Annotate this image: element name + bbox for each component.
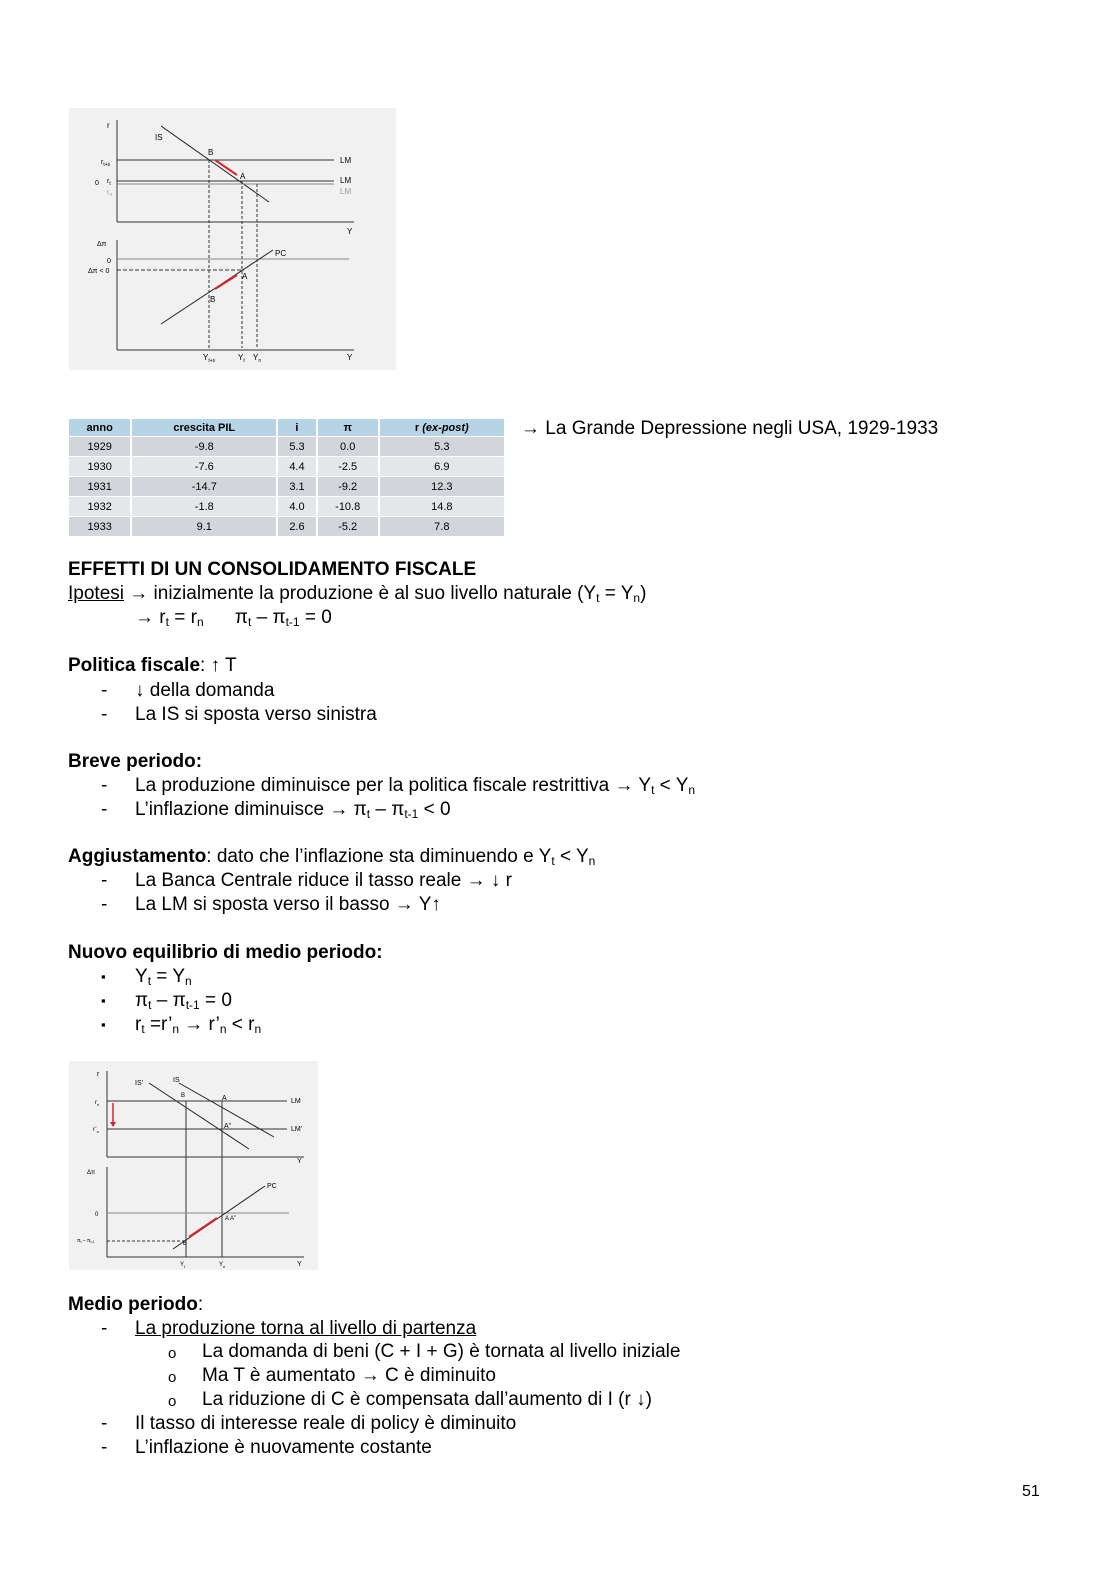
list-item: Il tasso di interesse reale di policy è diminuito	[135, 1413, 517, 1434]
subscript: t-1	[285, 615, 300, 629]
circle-bullet: o	[168, 1345, 177, 1362]
sub-list-item: La riduzione di C è compensata dall’aumento di I (r ↓)	[202, 1389, 652, 1410]
table-row	[69, 477, 504, 497]
figure-is-lm-pc-2	[69, 1061, 318, 1270]
square-bullet: ▪	[101, 1017, 106, 1032]
list-item: La LM si sposta verso il basso → Y↑	[135, 894, 441, 915]
ipotesi-close: )	[640, 583, 647, 604]
pc-label: PC	[267, 1183, 277, 1190]
list-item-text: < 0	[418, 799, 451, 820]
red-arrow-lower	[189, 1218, 217, 1237]
table-header-row	[69, 419, 504, 437]
formula-text: – π	[151, 990, 186, 1011]
label-y-n: $Y_n$	[219, 1262, 226, 1269]
label-dpi: Δπ	[87, 1170, 96, 1176]
formula-text: → r’	[179, 1014, 220, 1035]
point-b-lower: B	[183, 1241, 188, 1247]
formula-text: Y	[135, 966, 148, 987]
table-cell: 5.3	[277, 437, 317, 457]
subscript: n	[633, 591, 641, 605]
section-title: EFFETTI DI UN CONSOLIDAMENTO FISCALE	[68, 559, 477, 580]
lm-label-1: LM	[340, 156, 352, 165]
list-item	[135, 1013, 261, 1037]
page-number: 51	[1022, 1483, 1040, 1500]
label-r: r	[97, 1071, 100, 1078]
table-cell: -14.7	[131, 477, 277, 497]
arrow-icon: →	[135, 607, 154, 628]
dash-bullet: -	[101, 799, 108, 820]
subscript: t-1	[185, 998, 200, 1012]
table-cell: 1930	[69, 457, 131, 477]
is-label: IS	[155, 133, 163, 142]
table-header: crescita PIL	[131, 419, 277, 437]
red-arrow-lower	[215, 275, 237, 289]
label-y-n: $Y_n$	[253, 353, 262, 364]
formula-text: r	[135, 1014, 142, 1035]
is-prime-curve	[149, 1083, 249, 1149]
subscript: t	[165, 615, 169, 629]
table-caption	[521, 417, 938, 441]
table-cell: -5.2	[317, 517, 379, 537]
lm-label-3: LM	[340, 187, 352, 196]
table-cell: -2.5	[317, 457, 379, 477]
arrow-icon: →	[521, 418, 540, 439]
label-r-n: $r_n$	[95, 1100, 100, 1107]
subscript: t	[651, 783, 655, 797]
breve-heading: Breve periodo:	[68, 751, 203, 772]
table-cell: -9.2	[317, 477, 379, 497]
red-arrow-head	[110, 1122, 116, 1127]
table-cell: 2.6	[277, 517, 317, 537]
dash-bullet: -	[101, 704, 108, 725]
lm-label-2: LM	[340, 176, 352, 185]
politica-heading	[68, 654, 237, 678]
label-y-ts: $Y_{t+s}$	[203, 353, 216, 364]
aggiustamento-text: < Y	[554, 846, 589, 867]
label-r-t: $r_t$	[107, 178, 111, 187]
ipotesi-line	[68, 582, 646, 606]
formula-text: =r’	[144, 1014, 173, 1035]
subscript: n	[219, 1022, 227, 1036]
list-item	[135, 989, 232, 1013]
formula-text: = 0	[199, 990, 232, 1011]
table-cell: 1929	[69, 437, 131, 457]
list-item	[135, 774, 695, 798]
formula-text: = Y	[151, 966, 186, 987]
table-header: i	[277, 419, 317, 437]
point-a-lower: A	[242, 272, 248, 281]
point-a-upper: A	[240, 172, 246, 181]
table-cell: 4.4	[277, 457, 317, 477]
point-b: B	[181, 1093, 186, 1099]
label-zero: 0	[95, 1212, 99, 1218]
list-item-text: < Y	[654, 775, 689, 796]
pc-label: PC	[275, 249, 287, 258]
aggiustamento-label: Aggiustamento	[68, 846, 207, 867]
label-pi-diff: $\pi_t - \pi_{t-1}$	[77, 1238, 95, 1244]
ipotesi-eq: = Y	[599, 583, 634, 604]
table-cell: -7.6	[131, 457, 277, 477]
label-r-n: $r_n$	[107, 189, 113, 198]
dash-bullet: -	[101, 1437, 108, 1458]
list-item: ↓ della domanda	[135, 680, 275, 701]
dash-bullet: -	[101, 775, 108, 796]
table-cell: 1932	[69, 497, 131, 517]
table-cell: 9.1	[131, 517, 277, 537]
point-a: A	[222, 1095, 227, 1102]
subscript: n	[172, 1022, 179, 1036]
medio-label: Medio periodo	[68, 1294, 198, 1315]
list-item	[135, 798, 451, 822]
square-bullet: ▪	[101, 969, 106, 984]
subscript: n	[588, 854, 596, 868]
dash-bullet: -	[101, 680, 108, 701]
table-header: anno	[69, 419, 131, 437]
list-item-text: – π	[370, 799, 405, 820]
label-y-upper: Y	[347, 227, 353, 236]
table-cell: -1.8	[131, 497, 277, 517]
label-y-upper: Y	[297, 1158, 302, 1165]
figure-2-svg	[69, 1061, 318, 1270]
figure-is-lm-pc-1	[69, 108, 396, 370]
subscript: n	[254, 1022, 262, 1036]
subscript: t	[141, 1022, 145, 1036]
point-a2: A”	[224, 1123, 231, 1130]
table-row	[69, 517, 504, 537]
subscript: n	[196, 615, 204, 629]
subscript: t	[596, 591, 600, 605]
subscript: t	[148, 998, 152, 1012]
dash-bullet: -	[101, 1413, 108, 1434]
list-item: La Banca Centrale riduce il tasso reale → ↓ r	[135, 870, 513, 891]
label-dpi-zero: 0	[107, 258, 111, 265]
medio-colon: :	[197, 1294, 204, 1315]
table-cell: 1933	[69, 517, 131, 537]
label-r: r	[107, 121, 110, 130]
label-dpi: Δπ	[97, 241, 107, 248]
sub-list-item: Ma T è aumentato → C è diminuito	[202, 1365, 496, 1386]
table-cell: 12.3	[379, 477, 504, 497]
pc-curve	[173, 1186, 265, 1249]
table-cell: 5.3	[379, 437, 504, 457]
ipotesi-label: Ipotesi	[68, 583, 124, 604]
table-cell: 4.0	[277, 497, 317, 517]
politica-value: : ↑ T	[200, 655, 237, 676]
ipotesi-text: inizialmente la produzione è al suo livello naturale (Y	[153, 583, 597, 604]
table-caption-text: La Grande Depressione negli USA, 1929-1933	[545, 418, 939, 439]
figure-1-svg	[69, 108, 396, 370]
label-zero: 0	[95, 180, 99, 187]
table-header: r (ex-post)	[379, 419, 504, 437]
table-row	[69, 437, 504, 457]
list-item-text: La produzione diminuisce per la politica fiscale restrittiva → Y	[135, 775, 652, 796]
formula-text: – π	[251, 607, 286, 628]
formula-text: π	[234, 607, 249, 628]
point-b-upper: B	[208, 148, 214, 157]
formula-text: = 0	[299, 607, 332, 628]
is-label: IS	[173, 1077, 180, 1084]
formula-text: π	[135, 990, 149, 1011]
is-prime-label: IS’	[135, 1080, 144, 1087]
lm-label: LM	[291, 1098, 301, 1105]
label-y-lower: Y	[347, 353, 353, 362]
label-r-n-prime: $r’_n$	[93, 1127, 99, 1134]
table-cell: 0.0	[317, 437, 379, 457]
list-item: L’inflazione è nuovamente costante	[135, 1437, 432, 1458]
label-r-tplus: $r_{t+s}$	[101, 159, 111, 168]
formula-text: r	[159, 607, 166, 628]
point-b-lower: B	[210, 295, 216, 304]
table-cell: 3.1	[277, 477, 317, 497]
red-arrow-upper	[215, 160, 237, 175]
label-y-t: $Y_t$	[238, 353, 245, 364]
is-curve	[161, 126, 269, 202]
medio-heading	[68, 1293, 203, 1317]
subscript: t	[248, 615, 252, 629]
nuovo-heading: Nuovo equilibrio di medio periodo:	[68, 942, 383, 963]
label-y-lower: Y	[297, 1261, 302, 1268]
dash-bullet: -	[101, 870, 108, 891]
table-cell: 7.8	[379, 517, 504, 537]
table-row	[69, 457, 504, 477]
ipotesi-line-2	[135, 606, 332, 630]
table-cell: 14.8	[379, 497, 504, 517]
formula-text: < r	[226, 1014, 255, 1035]
table-cell: -9.8	[131, 437, 277, 457]
politica-label: Politica fiscale	[68, 655, 201, 676]
lm-prime-label: LM’	[291, 1126, 303, 1133]
subscript: t	[366, 807, 371, 821]
subscript: t	[551, 854, 555, 868]
sub-list-item: La domanda di beni (C + I + G) è tornata al livello iniziale	[202, 1341, 681, 1362]
table-cell: 1931	[69, 477, 131, 497]
label-dpi-neg: Δπ < 0	[88, 268, 110, 275]
list-item: La produzione torna al livello di partenza	[135, 1318, 477, 1339]
list-item-text: L’inflazione diminuisce → π	[135, 799, 367, 820]
aggiustamento-text: : dato che l’inflazione sta diminuendo e Y	[206, 846, 552, 867]
table-header: π	[317, 419, 379, 437]
circle-bullet: o	[168, 1369, 177, 1386]
list-item	[135, 965, 192, 989]
great-depression-table	[69, 419, 504, 536]
table-cell: 6.9	[379, 457, 504, 477]
table-cell: -10.8	[317, 497, 379, 517]
label-y-t: $Y_t$	[180, 1262, 186, 1269]
table-row	[69, 497, 504, 517]
subscript: n	[688, 783, 696, 797]
subscript: t-1	[404, 807, 419, 821]
arrow-icon: →	[129, 583, 149, 604]
dash-bullet: -	[101, 894, 108, 915]
aggiustamento-heading	[68, 845, 595, 869]
dash-bullet: -	[101, 1318, 108, 1339]
list-item: La IS si sposta verso sinistra	[135, 704, 377, 725]
label-aa: A A”	[225, 1216, 237, 1222]
square-bullet: ▪	[101, 993, 106, 1008]
circle-bullet: o	[168, 1393, 177, 1410]
subscript: t	[147, 974, 152, 988]
subscript: n	[185, 974, 192, 988]
formula-text: = r	[168, 607, 197, 628]
